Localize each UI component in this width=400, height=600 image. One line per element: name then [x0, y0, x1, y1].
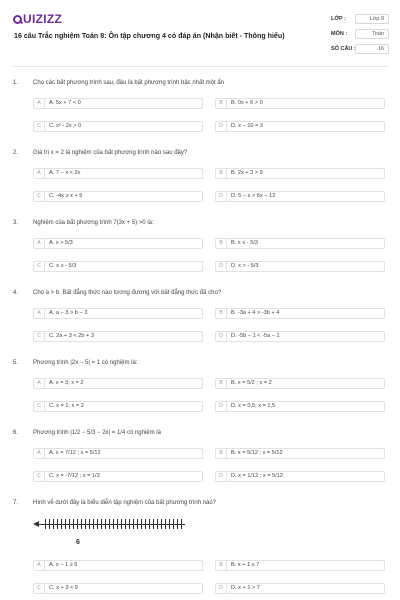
option-text: C. x + 3 < 9	[49, 585, 78, 591]
option-d[interactable]	[215, 191, 385, 202]
option-c[interactable]	[33, 261, 203, 272]
option-letter: C	[34, 122, 45, 131]
option-d[interactable]	[215, 471, 385, 482]
question-number: 5.	[13, 360, 19, 366]
option-text: B. x + 1 ≤ 7	[231, 562, 260, 568]
question-number: 3.	[13, 220, 19, 226]
option-letter: D	[216, 262, 227, 271]
option-a[interactable]	[33, 378, 203, 389]
option-letter: D	[216, 402, 227, 411]
question-text: Phương trình |2x − 5| = 1 có nghiệm là:	[33, 360, 138, 366]
question-text: Giá trị x = 2 là nghiệm của bất phương trình nào sau đây?	[33, 150, 188, 156]
number-line-figure	[33, 517, 193, 551]
option-text: C. 2a + 3 < 2b + 3	[49, 333, 94, 339]
page-title: 16 câu Trắc nghiệm Toán 8: Ôn tập chương 4 có đáp án (Nhận biết - Thông hiểu)	[14, 32, 285, 40]
question-text: Phương trình |1/2 − 5/3 − 2x| = 1/4 có nghiệm là	[33, 430, 161, 436]
option-c[interactable]	[33, 401, 203, 412]
option-b[interactable]	[215, 378, 385, 389]
option-letter: D	[216, 192, 227, 201]
question-number: 1.	[13, 80, 19, 86]
logo-q-icon	[13, 15, 22, 24]
option-d[interactable]	[215, 331, 385, 342]
option-d[interactable]	[215, 261, 385, 272]
option-text: A. a − 3 > b − 3	[49, 310, 88, 316]
option-text: D. x = 0,5; x = 1,5	[231, 403, 276, 409]
option-letter: A	[34, 449, 45, 458]
meta-value: 16	[355, 44, 389, 54]
option-d[interactable]	[215, 121, 385, 132]
option-c[interactable]	[33, 121, 203, 132]
question-number: 6.	[13, 430, 19, 436]
option-c[interactable]	[33, 471, 203, 482]
option-text: B. x ≤ - 5/3	[231, 240, 259, 246]
meta-label: SỐ CÂU :	[331, 46, 356, 52]
option-letter: C	[34, 262, 45, 271]
option-a[interactable]	[33, 308, 203, 319]
option-letter: D	[216, 122, 227, 131]
option-letter: C	[34, 584, 45, 593]
option-text: A. 7 − x < 2x	[49, 170, 81, 176]
option-letter: B	[216, 379, 227, 388]
meta-value: Lớp 8	[355, 14, 389, 24]
option-letter: B	[216, 309, 227, 318]
option-c[interactable]	[33, 191, 203, 202]
option-d[interactable]	[215, 583, 385, 594]
option-b[interactable]	[215, 448, 385, 459]
option-text: C. x² - 2x > 0	[49, 123, 82, 129]
option-text: C. x = -7/12 ; x = 1/3	[49, 473, 100, 479]
question-number: 4.	[13, 290, 19, 296]
option-text: B. 0x + 6 > 0	[231, 100, 263, 106]
option-text: D. x − 10 = 3	[231, 123, 264, 129]
option-a[interactable]	[33, 98, 203, 109]
option-text: A. 5x + 7 < 0	[49, 100, 81, 106]
meta-label: LỚP :	[331, 16, 346, 22]
option-b[interactable]	[215, 308, 385, 319]
option-letter: D	[216, 332, 227, 341]
option-letter: B	[216, 169, 227, 178]
quizizz-logo[interactable]: UIZIZZ	[13, 12, 62, 26]
option-text: D. x > - 5/3	[231, 263, 259, 269]
option-text: C. -4x ≥ x + 5	[49, 193, 83, 199]
option-letter: A	[34, 99, 45, 108]
option-letter: C	[34, 332, 45, 341]
option-c[interactable]	[33, 583, 203, 594]
question-text: Hình vẽ dưới đây là biểu diễn tập nghiệm của bất phương trình nào?	[33, 500, 217, 506]
option-text: D. x + 1 > 7	[231, 585, 260, 591]
option-letter: A	[34, 169, 45, 178]
option-letter: A	[34, 379, 45, 388]
option-b[interactable]	[215, 168, 385, 179]
question-text: Cho a > b. Bất đẳng thức nào tương đương với bất đẳng thức đã cho?	[33, 290, 222, 296]
meta-label: MÔN :	[331, 31, 348, 37]
option-letter: A	[34, 239, 45, 248]
option-text: C. x = 1; x = 2	[49, 403, 84, 409]
option-text: A. x = 3; x = 2	[49, 380, 84, 386]
option-letter: D	[216, 472, 227, 481]
option-a[interactable]	[33, 238, 203, 249]
option-text: D. 5 − x > 6x − 12	[231, 193, 276, 199]
option-b[interactable]	[215, 560, 385, 571]
option-letter: B	[216, 99, 227, 108]
option-a[interactable]	[33, 448, 203, 459]
option-c[interactable]	[33, 331, 203, 342]
option-letter: A	[34, 309, 45, 318]
option-text: A. x − 1 ≥ 5	[49, 562, 78, 568]
option-text: D. -5b − 1 < -5a − 1	[231, 333, 280, 339]
option-text: B. -3a + 4 > -3b + 4	[231, 310, 280, 316]
option-letter: C	[34, 472, 45, 481]
number-line-label: 6	[76, 539, 80, 546]
option-text: A. x = 7/12 ; x = 5/12	[49, 450, 101, 456]
question-number: 2.	[13, 150, 19, 156]
option-text: B. x = 5/2 ; x = 2	[231, 380, 272, 386]
option-letter: B	[216, 561, 227, 570]
meta-value: Toán	[355, 29, 389, 39]
question-text: Cho các bất phương trình sau, đâu là bất phương trình bậc nhất một ẩn	[33, 80, 225, 86]
option-text: D. x = 1/12 ; x = 5/12	[231, 473, 283, 479]
option-text: C. x ≥ - 5/3	[49, 263, 77, 269]
option-letter: C	[34, 192, 45, 201]
option-text: A. x > 5/3	[49, 240, 73, 246]
option-b[interactable]	[215, 98, 385, 109]
header-divider	[13, 66, 388, 67]
question-number: 7.	[13, 500, 19, 506]
option-letter: B	[216, 239, 227, 248]
option-a[interactable]	[33, 168, 203, 179]
option-letter: A	[34, 561, 45, 570]
option-text: B. 2x + 3 > 9	[231, 170, 263, 176]
hatched-region	[45, 519, 185, 529]
option-letter: B	[216, 449, 227, 458]
option-text: B. x = 5/12 ; x = 5/12	[231, 450, 283, 456]
option-letter: C	[34, 402, 45, 411]
option-a[interactable]	[33, 560, 203, 571]
question-text: Nghiệm của bất phương trình 7(3x + 5) >0 là:	[33, 220, 154, 226]
option-b[interactable]	[215, 238, 385, 249]
option-d[interactable]	[215, 401, 385, 412]
option-letter: D	[216, 584, 227, 593]
